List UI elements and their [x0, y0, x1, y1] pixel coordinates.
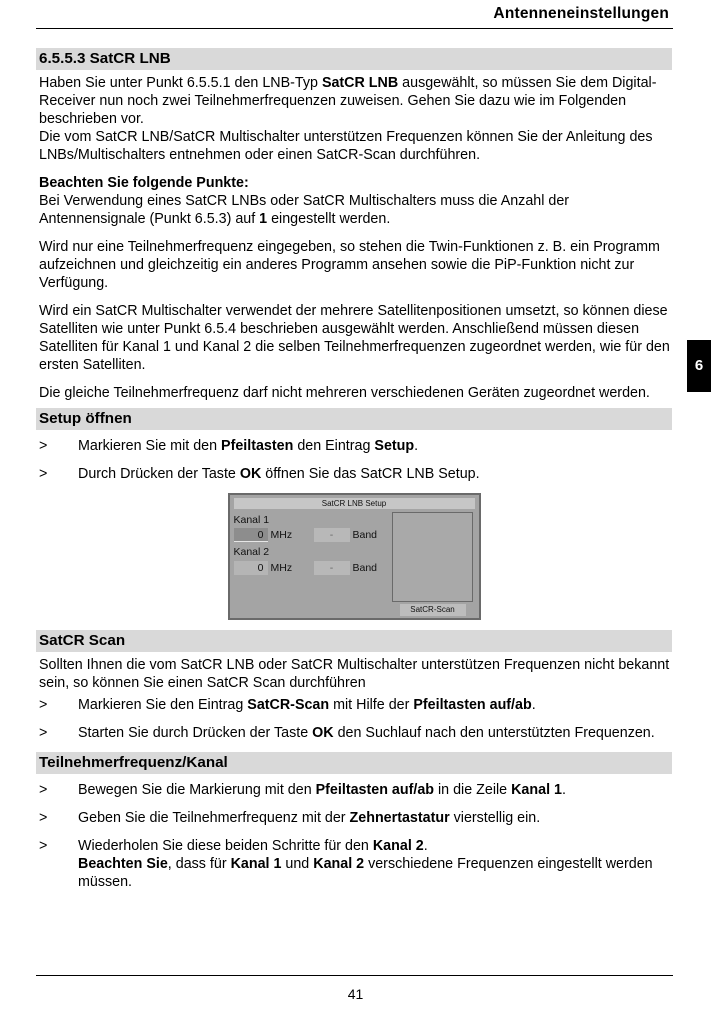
kanal2-unit: MHz — [270, 562, 293, 574]
list-item — [36, 465, 672, 483]
note-heading: Beachten Sie folgende Punkte: — [39, 175, 249, 191]
kanal2-label: Kanal 2 — [233, 546, 270, 558]
page-content — [36, 48, 672, 901]
step-text: . — [414, 438, 419, 454]
note1-text-1: Bei Verwendung eines SatCR LNBs oder SatCR Multischalters muss die Anzahl der Antennensignale (Punkt 6.5.3) auf — [39, 193, 570, 227]
bullet-marker: > — [39, 725, 48, 741]
bullet-text — [78, 437, 672, 455]
step-text: verschiedene Frequenzen eingestellt werden müssen. — [78, 856, 653, 890]
step-key: OK — [312, 725, 334, 741]
bullet-marker: > — [39, 697, 48, 713]
step-key: Pfeiltasten auf/ab — [413, 697, 532, 713]
kanal2-band-label: Band — [352, 562, 378, 574]
list-item — [36, 696, 672, 714]
footer-rule — [36, 975, 673, 976]
frequency-steps — [36, 781, 672, 891]
page-number: 41 — [347, 986, 364, 1002]
bullet-text — [78, 724, 672, 742]
bullet-marker: > — [39, 466, 48, 482]
bullet-text — [78, 781, 672, 799]
header-rule — [36, 28, 673, 29]
section-heading-setup: Setup öffnen — [36, 408, 672, 430]
note-paragraph-1 — [36, 192, 672, 228]
bullet-marker: > — [39, 810, 48, 826]
section-heading-satcr-lnb: 6.5.5.3 SatCR LNB — [36, 48, 672, 70]
step-text: . — [561, 782, 566, 798]
bullet-text — [78, 837, 672, 891]
step-key: Zehnertastatur — [349, 810, 450, 826]
step-text: vierstellig ein. — [449, 810, 541, 826]
step-key: Kanal 2 — [372, 838, 424, 854]
step-text: Bewegen Sie die Markierung mit den — [78, 782, 316, 798]
step-text: Starten Sie durch Drücken der Taste — [78, 725, 313, 741]
step-key: Kanal 2 — [313, 856, 365, 872]
kanal1-label: Kanal 1 — [233, 514, 270, 526]
step-key: SatCR-Scan — [247, 697, 330, 713]
kanal1-band-label: Band — [352, 529, 378, 541]
step-key: Pfeiltasten — [221, 438, 294, 454]
section-heading-frequency-channel: Teilnehmerfrequenz/Kanal — [36, 752, 672, 774]
step-text: Geben Sie die Teilnehmerfrequenz mit der — [78, 810, 350, 826]
note1-bold-value: 1 — [259, 211, 268, 227]
satcr-scan-button[interactable]: SatCR-Scan — [400, 604, 466, 616]
bullet-text — [78, 465, 672, 483]
intro-text-1: Haben Sie unter Punkt 6.5.5.1 den LNB-Typ — [39, 75, 322, 91]
step-key: Kanal 1 — [511, 782, 562, 798]
step-text: . — [423, 838, 428, 854]
step-text: Markieren Sie den Eintrag — [78, 697, 248, 713]
section-heading-satcr-scan: SatCR Scan — [36, 630, 672, 652]
bullet-text — [78, 809, 672, 827]
step-text: den Suchlauf nach den unterstützten Frequenzen. — [333, 725, 655, 741]
frequency-info-paragraph: Die vom SatCR LNB/SatCR Multischalter unterstützen Frequenzen können Sie der Anleitung des LNBs/Multischalters entnehmen oder einen SatCR-Scan durchführen. — [39, 129, 653, 163]
step-key: OK — [239, 466, 262, 482]
osd-screenshot-wrapper — [36, 493, 672, 620]
bullet-text — [78, 696, 672, 714]
setup-steps — [36, 437, 672, 483]
note-paragraph-2: Wird nur eine Teilnehmerfrequenz eingegeben, so stehen die Twin-Funktionen z. B. ein Programm aufzeichnen und gleichzeitig ein anderes Programm ansehen sowie die PiP-Funktion nicht zur Verfügung. — [39, 239, 660, 291]
kanal2-band-select[interactable]: - — [314, 561, 350, 575]
step-text: , dass für — [167, 856, 231, 872]
note-paragraph-3: Wird ein SatCR Multischalter verwendet der mehrere Satellitenpositionen umsetzt, so können diese Satelliten wie unter Punkt 6.5.4 beschrieben ausgewählt werden. Anschließend müssen diesen Satelliten für Kanal 1 und Kanal 2 die selben Teilnehmerfrequenzen zugeordnet werden, wie für den ersten Satelliten. — [39, 303, 670, 373]
step-text: mit Hilfe der — [329, 697, 414, 713]
kanal1-band-select[interactable]: - — [314, 528, 350, 542]
step-text: Markieren Sie mit den — [78, 438, 222, 454]
step-text: Wiederholen Sie diese beiden Schritte für den — [78, 838, 373, 854]
note1-text-2: eingestellt werden. — [267, 211, 391, 227]
intro-text-2: ausgewählt, so müssen Sie dem Digital-Receiver nun noch zwei Teilnehmerfrequenzen zuweisen. Gehen Sie dazu wie im Folgenden beschrieben vor. — [39, 75, 657, 127]
dialog-title: SatCR LNB Setup — [234, 498, 475, 509]
scan-results-panel — [392, 512, 473, 602]
list-item — [36, 809, 672, 827]
satcr-setup-dialog — [228, 493, 481, 620]
intro-paragraph — [36, 74, 672, 128]
step-text: und — [281, 856, 314, 872]
kanal1-unit: MHz — [270, 529, 293, 541]
bullet-marker: > — [39, 838, 48, 854]
note-key: Beachten Sie — [78, 856, 168, 872]
scan-steps — [36, 696, 672, 742]
bullet-marker: > — [39, 782, 48, 798]
intro-bold-lnb-type: SatCR LNB — [321, 75, 399, 91]
note-paragraph-4: Die gleiche Teilnehmerfrequenz darf nicht mehreren verschiedenen Geräten zugeordnet werden. — [39, 385, 650, 401]
page-header-title: Antenneneinstellungen — [493, 5, 669, 22]
list-item — [36, 781, 672, 799]
bullet-marker: > — [39, 438, 48, 454]
step-key: Setup — [374, 438, 415, 454]
list-item — [36, 437, 672, 455]
step-text: den Eintrag — [293, 438, 375, 454]
kanal1-frequency-input[interactable]: 0 — [234, 528, 268, 542]
step-text: öffnen Sie das SatCR LNB Setup. — [261, 466, 480, 482]
list-item — [36, 724, 672, 742]
list-item — [36, 837, 672, 891]
step-key: Pfeiltasten auf/ab — [315, 782, 435, 798]
chapter-tab: 6 — [687, 340, 711, 392]
kanal2-frequency-input[interactable]: 0 — [234, 561, 268, 575]
step-text: in die Zeile — [434, 782, 512, 798]
step-text: Durch Drücken der Taste — [78, 466, 240, 482]
step-text: . — [531, 697, 536, 713]
scan-intro-paragraph: Sollten Ihnen die vom SatCR LNB oder SatCR Multischalter unterstützen Frequenzen nicht bekannt sein, so können Sie einen SatCR Scan durchführen — [39, 657, 670, 691]
step-key: Kanal 1 — [230, 856, 282, 872]
